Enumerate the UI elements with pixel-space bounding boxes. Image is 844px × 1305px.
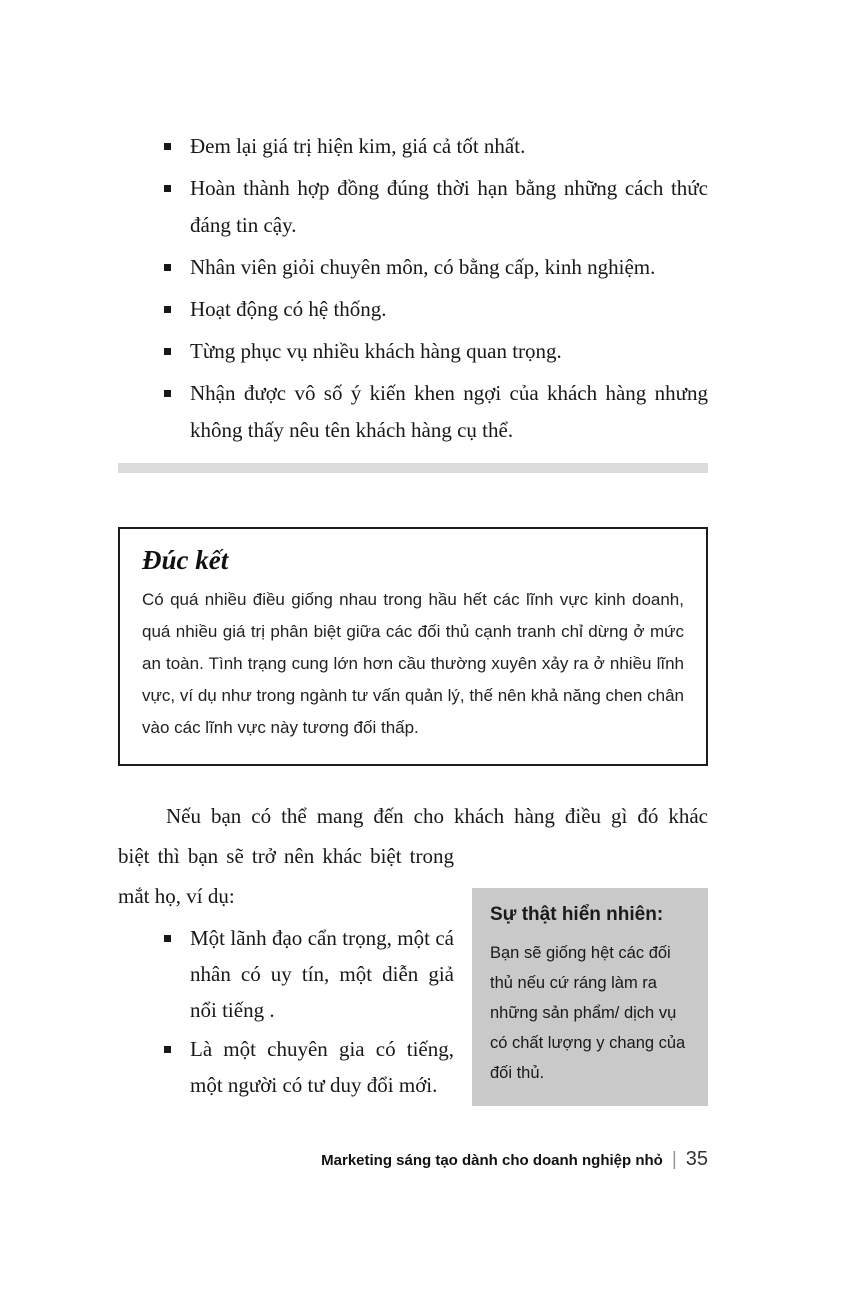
list-item-text: Là một chuyên gia có tiếng, một người có tư duy đổi mới. — [190, 1037, 454, 1097]
bullet-square-icon — [164, 306, 171, 313]
paragraph-continuation: biệt thì bạn sẽ trở nên khác biệt trong mắt họ, ví dụ: — [118, 844, 454, 908]
list-item-text: Nhân viên giỏi chuyên môn, có bằng cấp, kinh nghiệm. — [190, 255, 656, 279]
page-content — [118, 128, 708, 1106]
left-column — [118, 836, 454, 1106]
bullet-square-icon — [164, 1046, 171, 1053]
bullet-square-icon — [164, 185, 171, 192]
summary-box — [118, 527, 708, 766]
list-item — [164, 291, 708, 328]
list-item-text: Hoàn thành hợp đồng đúng thời hạn bằng những cách thức đáng tin cậy. — [190, 176, 708, 237]
page-footer — [118, 1148, 708, 1171]
list-item-text: Nhận được vô số ý kiến khen ngợi của khách hàng nhưng không thấy nêu tên khách hàng cụ thể. — [190, 381, 708, 442]
fact-box-title: Sự thật hiển nhiên: — [490, 904, 664, 925]
two-column-section — [118, 836, 708, 1106]
list-item-text: Một lãnh đạo cẩn trọng, một cá nhân có uy tín, một diễn giả nổi tiếng . — [190, 926, 454, 1022]
list-item — [164, 128, 708, 165]
summary-box-body: Có quá nhiều điều giống nhau trong hầu hết các lĩnh vực kinh doanh, quá nhiều giá trị phân biệt giữa các đối thủ cạnh tranh chỉ dừng ở mức an toàn. Tình trạng cung lớn hơn cầu thường xuyên xảy ra ở nhiều lĩnh vực, ví dụ như trong ngành tư vấn quản lý, thế nên khả năng chen chân vào các lĩnh vực này tương đối thấp. — [142, 590, 684, 737]
bullet-square-icon — [164, 390, 171, 397]
summary-box-title: Đúc kết — [142, 545, 229, 575]
section-divider — [118, 463, 708, 473]
list-item — [164, 249, 708, 286]
paragraph-first-line: Nếu bạn có thể mang đến cho khách hàng điều gì đó khác — [166, 804, 708, 828]
footer-separator: | — [671, 1149, 677, 1170]
bullet-square-icon — [164, 264, 171, 271]
list-item — [164, 375, 708, 449]
footer-page-number: 35 — [685, 1148, 708, 1170]
fact-box — [472, 888, 708, 1106]
examples-list — [118, 920, 454, 1103]
list-item-text: Hoạt động có hệ thống. — [190, 297, 387, 321]
bullet-square-icon — [164, 348, 171, 355]
list-item-text: Đem lại giá trị hiện kim, giá cả tốt nhất. — [190, 134, 526, 158]
bullet-square-icon — [164, 143, 171, 150]
list-item-text: Từng phục vụ nhiều khách hàng quan trọng. — [190, 339, 562, 363]
key-points-list — [118, 128, 708, 449]
footer-book-title: Marketing sáng tạo dành cho doanh nghiệp nhỏ — [321, 1152, 663, 1169]
bullet-square-icon — [164, 935, 171, 942]
list-item — [164, 333, 708, 370]
list-item — [164, 1031, 454, 1103]
list-item — [164, 920, 454, 1028]
right-column — [472, 836, 708, 1106]
fact-box-body: Bạn sẽ giống hệt các đối thủ nếu cứ ráng làm ra những sản phẩm/ dịch vụ có chất lượng y chang của đối thủ. — [490, 944, 686, 1082]
list-item — [164, 170, 708, 244]
